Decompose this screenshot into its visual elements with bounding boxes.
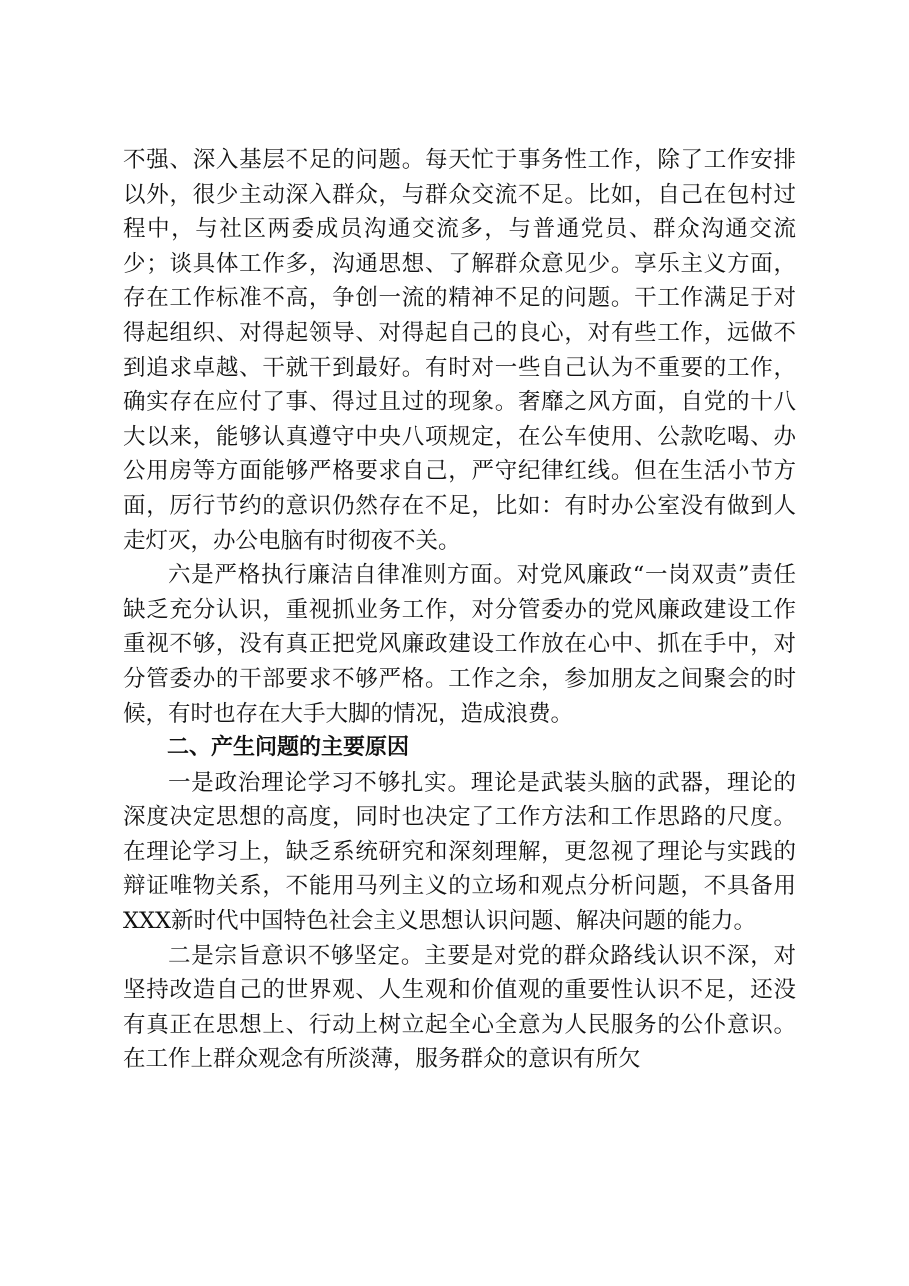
paragraph-reason-two: 二是宗旨意识不够坚定。主要是对党的群众路线认识不深，对坚持改造自己的世界观、人生观和价值观的重要性认识不足，还没有真正在思想上、行动上树立起全心全意为人民服务的公仆意识。在工作上群众观念有所淡薄，服务群众的意识有所欠 [123,942,796,1073]
paragraph-continuation: 不强、深入基层不足的问题。每天忙于事务性工作，除了工作安排以外，很少主动深入群众，与群众交流不足。比如，自己在包村过程中，与社区两委成员沟通交流多，与普通党员、群众沟通交流少；谈具体工作多，沟通思想、了解群众意见少。享乐主义方面，存在工作标准不高，争创一流的精神不足的问题。干工作满足于对得起组织、对得起领导、对得起自己的良心，对有些工作，远做不到追求卓越、干就干到最好。有时对一些自己认为不重要的工作，确实存在应付了事、得过且过的现象。奢靡之风方面，自党的十八大以来，能够认真遵守中央八项规定，在公车使用、公款吃喝、办公用房等方面能够严格要求自己，严守纪律红线。但在生活小节方面，厉行节约的意识仍然存在不足，比如：有时办公室没有做到人走灯灭，办公电脑有时彻夜不关。 [123,147,796,554]
paragraph-reason-one: 一是政治理论学习不够扎实。理论是武装头脑的武器，理论的深度决定思想的高度，同时也决定了工作方法和工作思路的尺度。在理论学习上，缺乏系统研究和深刻理解，更忽视了理论与实践的辩证唯物关系，不能用马列主义的立场和观点分析问题，不具备用XXX新时代中国特色社会主义思想认识问题、解决问题的能力。 [123,769,796,935]
paragraph-section-six: 六是严格执行廉洁自律准则方面。对党风廉政“一岗双责”责任缺乏充分认识，重视抓业务工作，对分管委办的党风廉政建设工作重视不够，没有真正把党风廉政建设工作放在心中、抓在手中，对分管委办的干部要求不够严格。工作之余，参加朋友之间聚会的时候，有时也存在大手大脚的情况，造成浪费。 [123,562,796,727]
document-page [123,143,796,1077]
section-heading: 二、产生问题的主要原因 [167,735,410,761]
